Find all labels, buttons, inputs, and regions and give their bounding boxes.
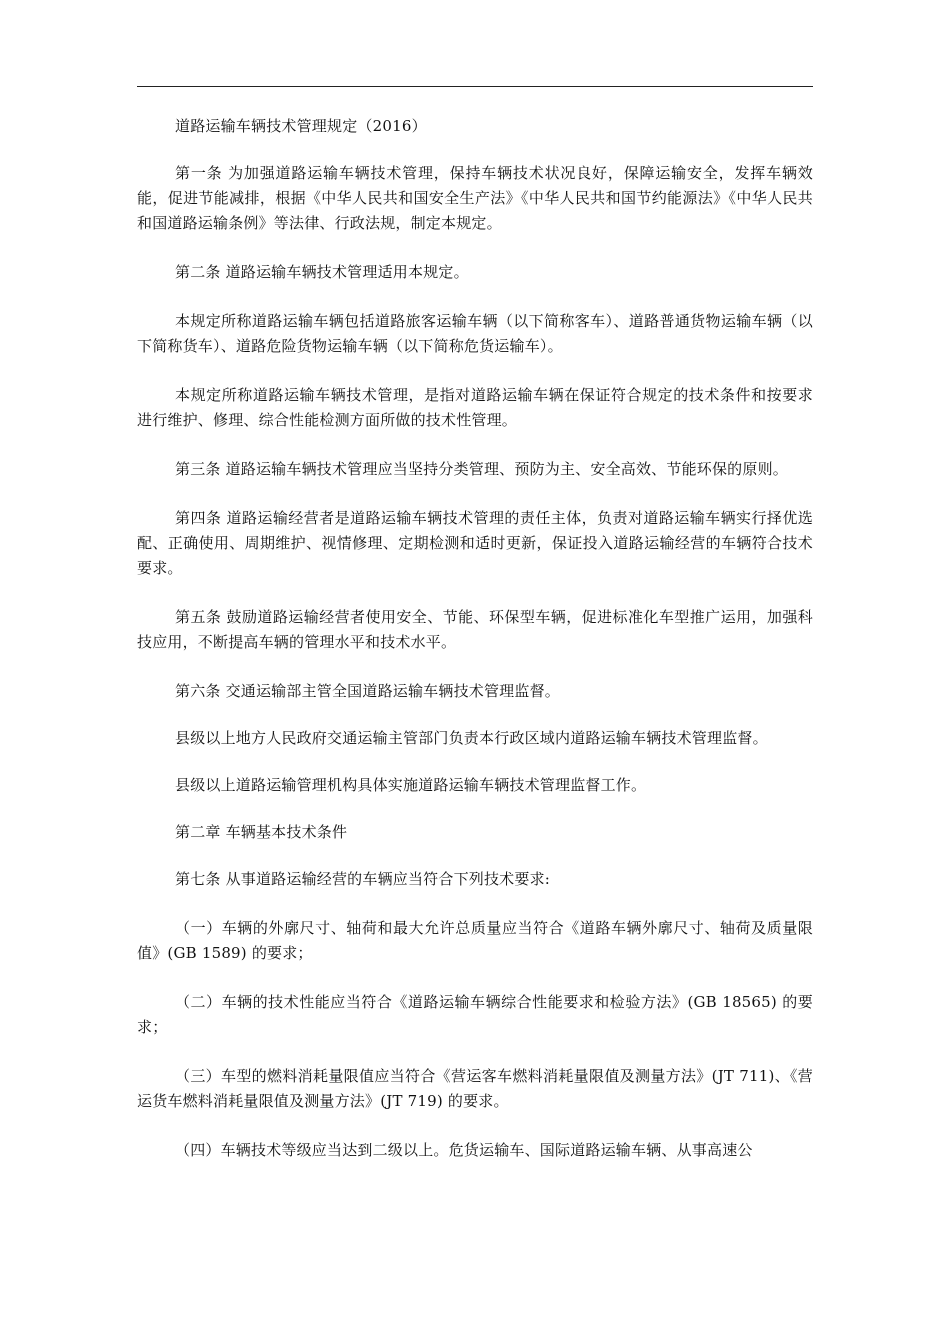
- document-title: 道路运输车辆技术管理规定（2016）: [175, 117, 427, 135]
- paragraph-agency-implementation: 县级以上道路运输管理机构具体实施道路运输车辆技术管理监督工作。: [175, 776, 647, 794]
- document-body: [137, 114, 813, 1187]
- article-7-item-4: （四）车辆技术等级应当达到二级以上。危货运输车、国际道路运输车辆、从事高速公: [175, 1141, 753, 1159]
- article-3: 第三条 道路运输车辆技术管理应当坚持分类管理、预防为主、安全高效、节能环保的原则。: [175, 460, 788, 478]
- article-4: 第四条 道路运输经营者是道路运输车辆技术管理的责任主体，负责对道路运输车辆实行择优选配、正确使用、周期维护、视情修理、定期检测和适时更新，保证投入道路运输经营的车辆符合技术要求。: [137, 509, 813, 577]
- article-1: 第一条 为加强道路运输车辆技术管理，保持车辆技术状况良好，保障运输安全，发挥车辆效能，促进节能减排，根据《中华人民共和国安全生产法》《中华人民共和国节约能源法》《中华人民共和国道路运输条例》等法律、行政法规，制定本规定。: [137, 164, 813, 232]
- article-7: 第七条 从事道路运输经营的车辆应当符合下列技术要求:: [175, 870, 551, 888]
- article-2: 第二条 道路运输车辆技术管理适用本规定。: [175, 263, 469, 281]
- header-rule: [137, 86, 813, 87]
- article-7-item-3: （三）车型的燃料消耗量限值应当符合《营运客车燃料消耗量限值及测量方法》(JT 711)、《营运货车燃料消耗量限值及测量方法》(JT 719) 的要求。: [137, 1067, 813, 1110]
- paragraph-local-supervision: 县级以上地方人民政府交通运输主管部门负责本行政区域内道路运输车辆技术管理监督。: [175, 729, 768, 747]
- paragraph-vehicle-scope: 本规定所称道路运输车辆包括道路旅客运输车辆（以下简称客车）、道路普通货物运输车辆（以下简称货车）、道路危险货物运输车辆（以下简称危货运输车）。: [137, 312, 813, 355]
- article-7-item-1: （一）车辆的外廓尺寸、轴荷和最大允许总质量应当符合《道路车辆外廓尺寸、轴荷及质量限值》(GB 1589) 的要求；: [137, 919, 813, 962]
- chapter-2-heading: 第二章 车辆基本技术条件: [175, 823, 348, 841]
- article-5: 第五条 鼓励道路运输经营者使用安全、节能、环保型车辆，促进标准化车型推广运用，加强科技应用，不断提高车辆的管理水平和技术水平。: [137, 608, 813, 651]
- paragraph-technical-management-definition: 本规定所称道路运输车辆技术管理，是指对道路运输车辆在保证符合规定的技术条件和按要求进行维护、修理、综合性能检测方面所做的技术性管理。: [137, 386, 813, 429]
- article-6: 第六条 交通运输部主管全国道路运输车辆技术管理监督。: [175, 682, 560, 700]
- article-7-item-2: （二）车辆的技术性能应当符合《道路运输车辆综合性能要求和检验方法》(GB 18565) 的要求；: [137, 993, 813, 1036]
